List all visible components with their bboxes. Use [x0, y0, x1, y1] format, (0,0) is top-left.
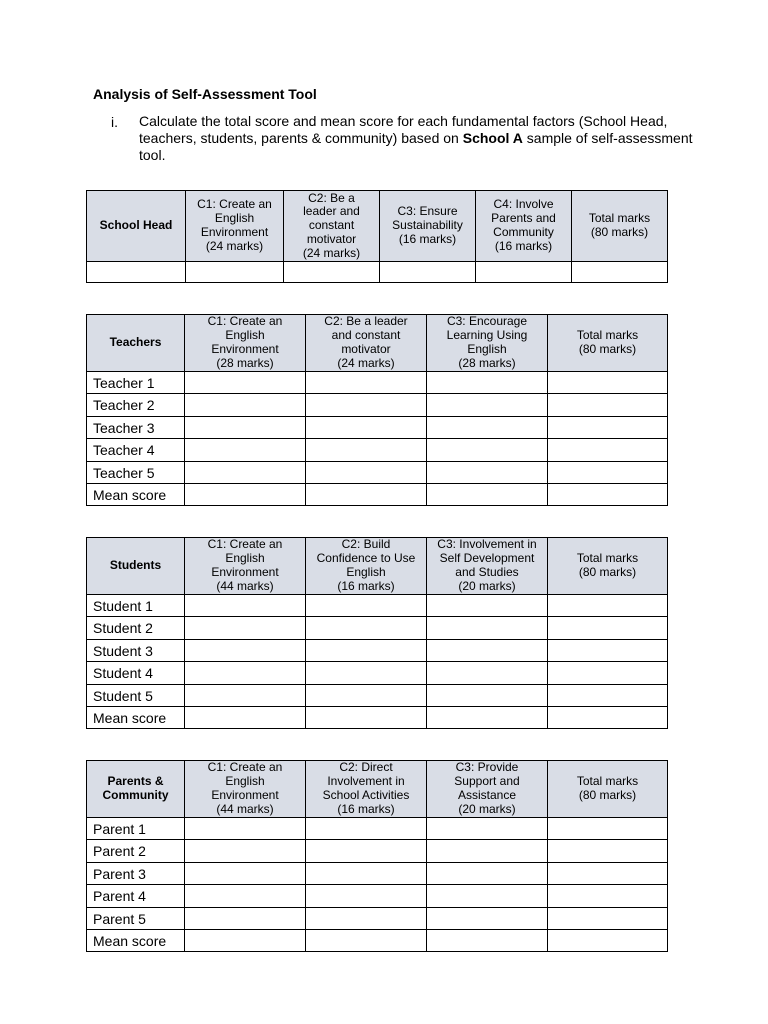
teacher-row-label: Teacher 4	[87, 439, 185, 462]
teachers-col-c3	[427, 315, 548, 372]
table-row	[87, 707, 668, 729]
header-line: (24 marks)	[337, 355, 395, 370]
table-row	[87, 462, 668, 484]
table-row	[87, 640, 668, 662]
student-score-cell[interactable]	[548, 707, 668, 729]
parents-col-c2	[306, 761, 427, 818]
teacher-score-cell[interactable]	[185, 439, 306, 462]
header-line: Environment	[211, 565, 279, 579]
teacher-score-cell[interactable]	[427, 394, 548, 417]
student-score-cell[interactable]	[548, 662, 668, 685]
instruction-number: i.	[111, 114, 118, 130]
header-line: Sustainability	[392, 218, 463, 233]
table-row	[87, 595, 668, 617]
student-score-cell[interactable]	[306, 662, 427, 685]
header-line: motivator	[341, 342, 391, 356]
header-line: Parents &	[107, 774, 164, 789]
student-row-label: Student 1	[87, 595, 185, 617]
page-title: Analysis of Self-Assessment Tool	[93, 86, 317, 102]
table-row	[87, 685, 668, 707]
header-line: Environment	[211, 788, 279, 802]
header-line: Learning Using	[446, 328, 528, 343]
header-line: English	[346, 565, 386, 579]
header-line: motivator	[306, 231, 357, 246]
instruction-text-start: Calculate the total score and mean score for each fundamental factors (School Head, teachers, students, parents & community) based on	[139, 113, 668, 146]
student-score-cell[interactable]	[306, 617, 427, 640]
header-line: (44 marks)	[216, 801, 274, 816]
table-row	[87, 394, 668, 417]
student-score-cell[interactable]	[427, 640, 548, 662]
teacher-score-cell[interactable]	[548, 372, 668, 394]
student-score-cell[interactable]	[185, 595, 306, 617]
teacher-score-cell[interactable]	[427, 439, 548, 462]
header-line: English	[225, 774, 265, 789]
table-row	[87, 372, 668, 394]
parents-row-header	[87, 761, 185, 818]
header-line: C2: Direct	[339, 760, 393, 775]
parent-score-cell[interactable]	[427, 840, 548, 863]
student-score-cell[interactable]	[427, 685, 548, 707]
table-row	[87, 417, 668, 439]
instruction-text-end: sample of self-assessment tool.	[139, 130, 693, 163]
header-line: Community	[493, 225, 554, 239]
table-row	[87, 662, 668, 685]
student-row-label: Student 5	[87, 685, 185, 707]
parent-score-cell[interactable]	[427, 863, 548, 885]
header-line: C3: Provide	[455, 760, 519, 775]
header-line: (20 marks)	[458, 578, 516, 593]
teachers-table	[86, 314, 668, 506]
parent-score-cell[interactable]	[306, 930, 427, 952]
parent-row-label: Parent 1	[87, 818, 185, 840]
instruction-school-name: School A	[462, 130, 523, 146]
student-score-cell[interactable]	[185, 662, 306, 685]
header-line: C3: Involvement in	[437, 537, 537, 552]
student-score-cell[interactable]	[185, 640, 306, 662]
header-line: C2: Build	[341, 537, 391, 552]
school-head-input-cell[interactable]	[87, 262, 186, 283]
parent-score-cell[interactable]	[548, 908, 668, 930]
teacher-score-cell[interactable]	[548, 484, 668, 506]
teacher-score-cell[interactable]	[306, 439, 427, 462]
header-line: and Studies	[455, 565, 519, 579]
students-table	[86, 537, 668, 729]
teacher-row-label: Teacher 2	[87, 394, 185, 417]
student-row-label: Student 2	[87, 617, 185, 640]
parent-score-cell[interactable]	[427, 818, 548, 840]
school-head-input-cell[interactable]	[284, 262, 380, 283]
parent-score-cell[interactable]	[548, 885, 668, 908]
header-line: Environment	[211, 342, 279, 356]
header-line: Total marks	[576, 774, 639, 789]
student-score-cell[interactable]	[427, 595, 548, 617]
parent-score-cell[interactable]	[185, 863, 306, 885]
teacher-score-cell[interactable]	[548, 462, 668, 484]
header-line: (28 marks)	[216, 355, 274, 370]
header-line: C1: Create an	[207, 537, 283, 552]
students-col-c3	[427, 538, 548, 595]
school-head-input-cell[interactable]	[186, 262, 284, 283]
parent-score-cell[interactable]	[548, 818, 668, 840]
students-col-c2	[306, 538, 427, 595]
parent-score-cell[interactable]	[185, 818, 306, 840]
header-line: (44 marks)	[216, 578, 274, 593]
school-head-table	[86, 190, 668, 283]
table-row	[87, 908, 668, 930]
school-head-col-total	[572, 191, 668, 262]
parent-score-cell[interactable]	[306, 885, 427, 908]
table-row	[87, 484, 668, 506]
student-score-cell[interactable]	[427, 707, 548, 729]
student-score-cell[interactable]	[548, 617, 668, 640]
parent-score-cell[interactable]	[548, 863, 668, 885]
teacher-score-cell[interactable]	[306, 462, 427, 484]
header-line: (16 marks)	[398, 231, 457, 246]
header-line: (80 marks)	[578, 342, 637, 356]
header-line: C4: Involve	[493, 197, 554, 212]
teachers-col-c1	[185, 315, 306, 372]
header-line: English	[225, 328, 265, 343]
school-head-col-c3	[380, 191, 476, 262]
header-line: Support and	[454, 774, 520, 789]
header-line: Assistance	[457, 788, 517, 802]
header-line: C2: Be a leader	[324, 314, 408, 329]
school-head-col-c1	[186, 191, 284, 262]
school-head-col-c2	[284, 191, 380, 262]
student-score-cell[interactable]	[548, 595, 668, 617]
parents-col-c1	[185, 761, 306, 818]
parent-score-cell[interactable]	[185, 885, 306, 908]
teacher-score-cell[interactable]	[427, 417, 548, 439]
teacher-score-cell[interactable]	[548, 417, 668, 439]
parent-score-cell[interactable]	[548, 930, 668, 952]
school-head-input-cell[interactable]	[572, 262, 668, 283]
instruction-text	[139, 113, 699, 164]
teacher-score-cell[interactable]	[185, 484, 306, 506]
teacher-score-cell[interactable]	[306, 394, 427, 417]
parents-col-c3	[427, 761, 548, 818]
teachers-col-c2	[306, 315, 427, 372]
parent-row-label: Mean score	[87, 930, 185, 952]
header-line: Parents and	[491, 211, 556, 226]
teacher-row-label: Teacher 3	[87, 417, 185, 439]
parent-score-cell[interactable]	[306, 863, 427, 885]
parent-score-cell[interactable]	[306, 908, 427, 930]
student-score-cell[interactable]	[427, 662, 548, 685]
school-head-row-header: School Head	[87, 191, 186, 262]
teacher-score-cell[interactable]	[427, 372, 548, 394]
students-row-header: Students	[87, 538, 185, 595]
table-row	[87, 885, 668, 908]
student-score-cell[interactable]	[306, 685, 427, 707]
parents-col-total	[548, 761, 668, 818]
student-score-cell[interactable]	[548, 640, 668, 662]
students-col-total	[548, 538, 668, 595]
student-score-cell[interactable]	[185, 617, 306, 640]
teacher-score-cell[interactable]	[427, 484, 548, 506]
header-line: (16 marks)	[337, 578, 395, 593]
header-line: (16 marks)	[337, 801, 395, 816]
header-line: (24 marks)	[302, 245, 361, 260]
parent-score-cell[interactable]	[306, 818, 427, 840]
school-head-input-cell[interactable]	[380, 262, 476, 283]
header-line: C3: Encourage	[446, 314, 528, 329]
table-row	[87, 439, 668, 462]
student-score-cell[interactable]	[185, 685, 306, 707]
teacher-score-cell[interactable]	[185, 372, 306, 394]
parent-score-cell[interactable]	[427, 930, 548, 952]
header-line: School Activities	[322, 788, 410, 802]
header-line: (28 marks)	[458, 355, 516, 370]
header-line: Environment	[200, 225, 269, 239]
teachers-col-total	[548, 315, 668, 372]
header-line: (16 marks)	[494, 238, 553, 253]
header-line: C3: Ensure	[397, 204, 458, 219]
header-line: C1: Create an	[207, 314, 283, 329]
teacher-score-cell[interactable]	[306, 484, 427, 506]
parent-score-cell[interactable]	[427, 908, 548, 930]
teacher-score-cell[interactable]	[185, 394, 306, 417]
header-line: English	[467, 342, 507, 356]
header-line: Involvement in	[327, 774, 405, 789]
header-line: Community	[102, 788, 169, 802]
header-line: English	[225, 551, 265, 566]
teacher-score-cell[interactable]	[548, 394, 668, 417]
teachers-row-header: Teachers	[87, 315, 185, 372]
student-score-cell[interactable]	[185, 707, 306, 729]
header-line: (20 marks)	[458, 801, 516, 816]
student-row-label: Mean score	[87, 707, 185, 729]
student-score-cell[interactable]	[306, 707, 427, 729]
teacher-score-cell[interactable]	[306, 372, 427, 394]
header-line: Total marks	[588, 211, 651, 226]
teacher-score-cell[interactable]	[306, 417, 427, 439]
teacher-score-cell[interactable]	[427, 462, 548, 484]
header-line: leader and	[303, 204, 360, 219]
parent-score-cell[interactable]	[548, 840, 668, 863]
header-line: Self Development	[439, 551, 535, 566]
table-row	[87, 617, 668, 640]
parent-row-label: Parent 2	[87, 840, 185, 863]
header-line: C1: Create an	[197, 197, 272, 212]
table-row	[87, 930, 668, 952]
parent-row-label: Parent 5	[87, 908, 185, 930]
parent-score-cell[interactable]	[185, 908, 306, 930]
header-line: (80 marks)	[578, 565, 637, 579]
teacher-row-label: Teacher 1	[87, 372, 185, 394]
header-line: (80 marks)	[578, 788, 637, 802]
header-line: Total marks	[576, 551, 639, 566]
table-row	[87, 840, 668, 863]
header-line: Confidence to Use	[316, 551, 416, 566]
teacher-score-cell[interactable]	[185, 462, 306, 484]
parent-row-label: Parent 3	[87, 863, 185, 885]
school-head-input-cell[interactable]	[476, 262, 572, 283]
header-line: Total marks	[576, 328, 639, 343]
teacher-row-label: Teacher 5	[87, 462, 185, 484]
header-line: and constant	[331, 328, 401, 343]
parent-score-cell[interactable]	[185, 930, 306, 952]
header-line: (24 marks)	[205, 238, 264, 253]
parent-score-cell[interactable]	[306, 840, 427, 863]
header-line: C1: Create an	[207, 760, 283, 775]
student-row-label: Student 4	[87, 662, 185, 685]
header-line: constant	[308, 218, 355, 233]
teacher-score-cell[interactable]	[548, 439, 668, 462]
teacher-row-label: Mean score	[87, 484, 185, 506]
parent-row-label: Parent 4	[87, 885, 185, 908]
header-line: C2: Be a	[308, 190, 355, 205]
student-score-cell[interactable]	[306, 640, 427, 662]
table-row	[87, 863, 668, 885]
header-line: English	[214, 211, 255, 226]
student-score-cell[interactable]	[306, 595, 427, 617]
students-col-c1	[185, 538, 306, 595]
header-line: (80 marks)	[590, 225, 649, 239]
school-head-col-c4	[476, 191, 572, 262]
table-row	[87, 818, 668, 840]
parent-score-cell[interactable]	[427, 885, 548, 908]
parents-community-table	[86, 760, 668, 952]
student-score-cell[interactable]	[548, 685, 668, 707]
parent-score-cell[interactable]	[185, 840, 306, 863]
student-row-label: Student 3	[87, 640, 185, 662]
student-score-cell[interactable]	[427, 617, 548, 640]
teacher-score-cell[interactable]	[185, 417, 306, 439]
